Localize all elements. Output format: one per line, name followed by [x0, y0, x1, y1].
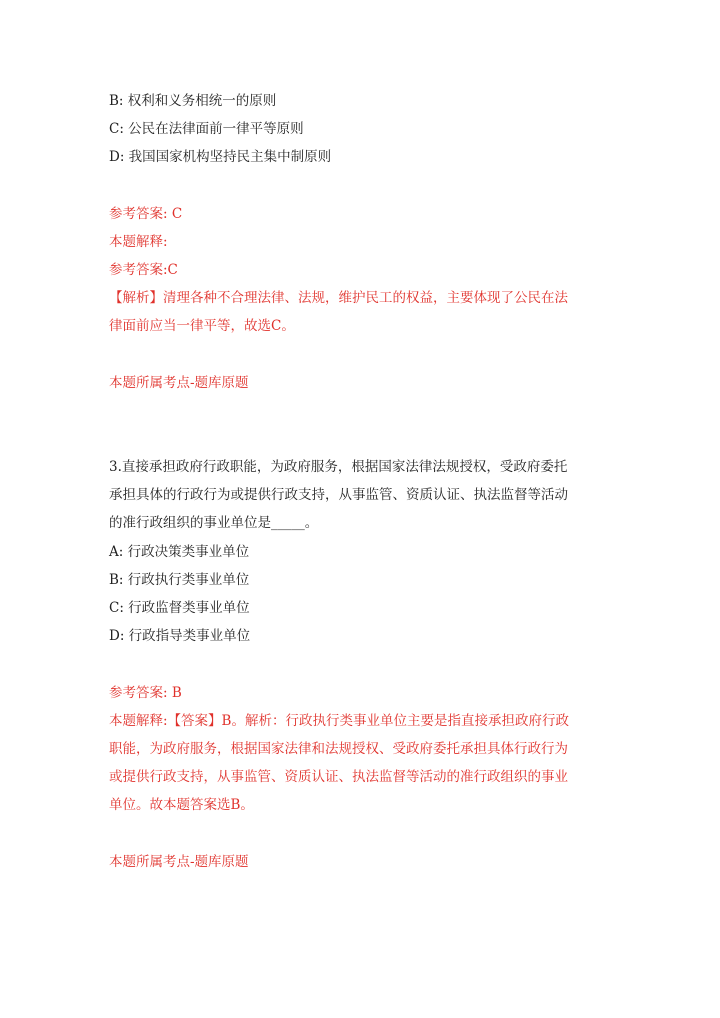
q3-explanation-line-3: 或提供行政支持，从事监管、资质认证、执法监督等活动的准行政组织的事业 [109, 769, 568, 785]
q2-option-d: D: 我国国家机构坚持民主集中制原则 [109, 149, 332, 165]
q2-explanation-label: 本题解释: [109, 234, 168, 250]
q2-source: 本题所属考点-题库原题 [109, 375, 249, 391]
q3-source: 本题所属考点-题库原题 [109, 854, 249, 870]
q3-explanation-line-2: 职能，为政府服务，根据国家法律和法规授权、受政府委托承担具体行政行为 [109, 741, 568, 757]
q3-explanation-line-1: 本题解释:【答案】B。解析：行政执行类事业单位主要是指直接承担政府行政 [109, 713, 569, 729]
q3-option-b: B: 行政执行类事业单位 [109, 572, 250, 588]
q2-analysis-line-2: 律面前应当一律平等，故选C。 [109, 318, 295, 334]
q3-stem-line-2: 承担具体的行政行为或提供行政支持，从事监管、资质认证、执法监督等活动 [109, 487, 568, 503]
q3-answer: 参考答案: B [109, 685, 182, 701]
q2-option-c: C: 公民在法律面前一律平等原则 [109, 121, 304, 137]
q3-option-a: A: 行政决策类事业单位 [109, 544, 250, 560]
q3-stem-line-1: 3.直接承担政府行政职能，为政府服务，根据国家法律法规授权，受政府委托 [109, 459, 568, 475]
q2-answer: 参考答案: C [109, 206, 183, 222]
q3-explanation-line-4: 单位。故本题答案选B。 [109, 797, 254, 813]
q3-option-d: D: 行政指导类事业单位 [109, 628, 251, 644]
q2-analysis-line-1: 【解析】清理各种不合理法律、法规，维护民工的权益，主要体现了公民在法 [109, 290, 568, 306]
q3-option-c: C: 行政监督类事业单位 [109, 600, 250, 616]
q2-answer-repeat: 参考答案:C [109, 262, 178, 278]
q2-option-b: B: 权利和义务相统一的原则 [109, 93, 277, 109]
q3-stem-line-3: 的准行政组织的事业单位是_____。 [109, 515, 319, 531]
